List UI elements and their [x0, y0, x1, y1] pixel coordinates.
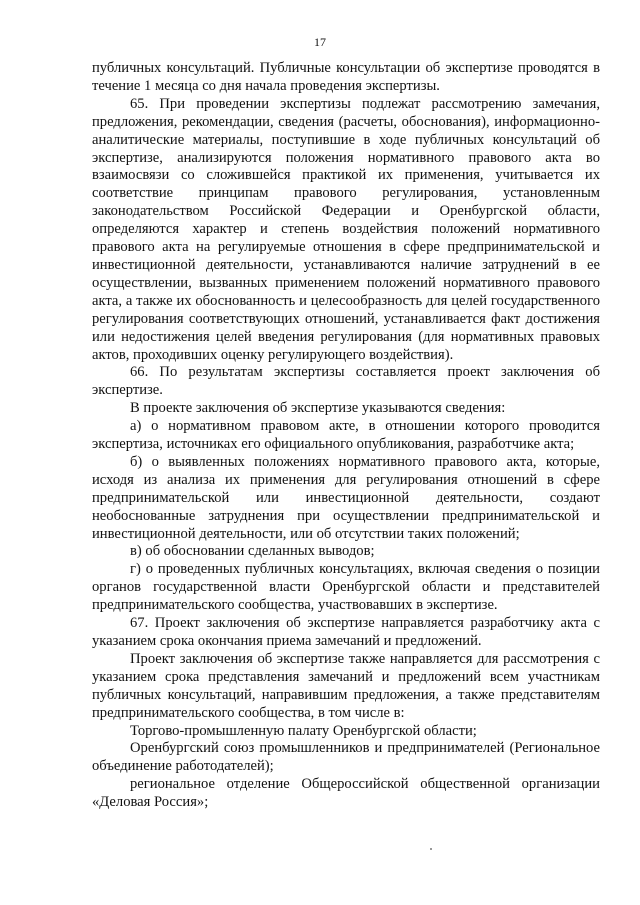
scan-dot-mark [430, 848, 432, 850]
list-item-a: а) о нормативном правовом акте, в отношении которого проводится экспертиза, источниках его официального опубликования, разработчике акта; [92, 418, 600, 453]
recipient-union-of-industrialists: Оренбургский союз промышленников и предпринимателей (Региональное объединение работодателей); [92, 740, 600, 775]
recipient-chamber-of-commerce: Торгово-промышленную палату Оренбургской области; [130, 722, 477, 739]
page-number: 17 [314, 35, 326, 49]
list-item-v: в) об обосновании сделанных выводов; [130, 543, 375, 560]
paragraph-65: 65. При проведении экспертизы подлежат рассмотрению замечания, предложения, рекомендации, сведения (расчеты, обоснования), информационно-аналитические материалы, поступившие в ходе публичных консультаций об экспертизе, анализируются положения нормативного правового акта во взаимосвязи со сложившейся практикой их применения, учитывается их соответствие принципам правового регулирования, установленным законодательством Российской Федерации и Оренбургской области, определяются характер и степень воздействия положений нормативного правового акта на регулируемые отношения в сфере предпринимательской и инвестиционной деятельности, устанавливаются наличие затруднений в ее осуществлении, вызванных применением положений нормативного правового акта, а также их обоснованность и целесообразность для целей государственного регулирования соответствующих отношений, устанавливается факт достижения или недостижения целей введения регулирования (для нормативных правовых актов, проходивших оценку регулирующего воздействия). [92, 95, 600, 363]
list-item-b: б) о выявленных положениях нормативного правового акта, которые, исходя из анализа их применения для регулирования отношений в сфере предпринимательской или инвестиционной деятельности, создают необоснованные затруднения при осуществлении предпринимательской и инвестиционной деятельности, или об отсутствии таких положений; [92, 453, 600, 542]
paragraph-draft-distribution: Проект заключения об экспертизе также направляется для рассмотрения с указанием срока представления замечаний и предложений всем участникам публичных консультаций, направившим предложения, а также представителям предпринимательского сообщества, в том числе в: [92, 650, 600, 721]
paragraph-67: 67. Проект заключения об экспертизе направляется разработчику акта с указанием срока окончания приема замечаний и предложений. [92, 615, 600, 649]
list-item-g: г) о проведенных публичных консультациях, включая сведения о позиции органов государственной власти Оренбургской области и представителей предпринимательского сообщества, участвовавших в экспертизе. [92, 561, 600, 614]
paragraph-continuation: публичных консультаций. Публичные консультации об экспертизе проводятся в течение 1 месяца со дня начала проведения экспертизы. [92, 60, 600, 94]
recipient-delovaya-rossiya: региональное отделение Общероссийской общественной организации «Деловая Россия»; [92, 776, 600, 811]
paragraph-66: 66. По результатам экспертизы составляется проект заключения об экспертизе. [92, 364, 600, 399]
paragraph-draft-contents: В проекте заключения об экспертизе указываются сведения: [130, 400, 506, 417]
document-body [92, 60, 600, 812]
